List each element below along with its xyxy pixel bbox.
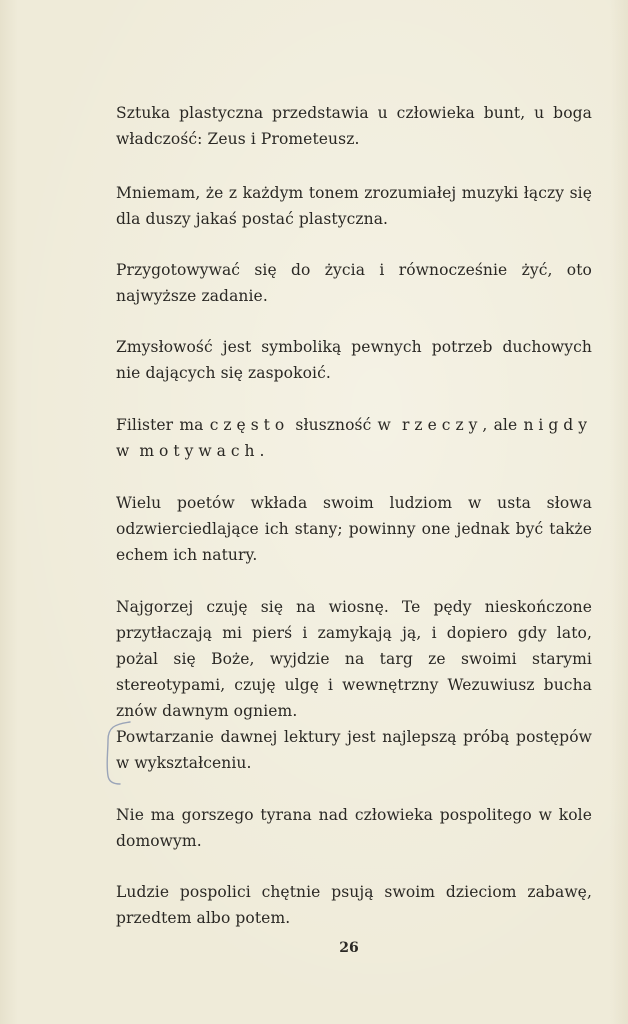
- page-number: 26: [339, 940, 359, 956]
- philistine-text-4: , ale: [482, 416, 524, 434]
- paragraph-sensuality: Zmysłowość jest symboliką pewnych potrzeb duchowych nie dających się zaspokoić.: [116, 338, 592, 382]
- paragraph-reading: Powtarzanie dawnej lektury jest najlepszą próbą postępów w wykształceniu.: [116, 728, 592, 772]
- paragraph-music: Mniemam, że z każdym tonem zrozumiałej muzyki łączy się dla duszy jakaś postać plastyczna.: [116, 184, 592, 228]
- paragraph-philistine: [116, 412, 592, 464]
- philistine-never: nigdy: [523, 416, 592, 434]
- paragraph-common-people: Ludzie pospolici chętnie psują swoim dzieciom zabawę, przedtem albo potem.: [116, 883, 592, 927]
- paragraph-sculpture: Sztuka plastyczna przedstawia u człowieka bunt, u boga władczość: Zeus i Prometeusz.: [116, 104, 592, 148]
- paragraph-life: Przygotowywać się do życia i równocześnie żyć, oto najwyższe zadanie.: [116, 261, 592, 305]
- philistine-in-2: w: [116, 442, 135, 460]
- paragraph-spring: Najgorzej czuję się na wiosnę. Te pędy nieskończone przytłaczają mi pierś i zamykają ją, i dopiero gdy lato, pożal się Boże, wyjdzie na targ ze swoimi starymi stereotypami, czuję ulgę i wewnętrzny Wezuwiusz bucha znów dawnym ogniem.: [116, 598, 592, 720]
- paragraph-tyrant: Nie ma gorszego tyrana nad człowieka pospolitego w kole domowym.: [116, 806, 592, 850]
- philistine-text-2: słuszność: [289, 416, 378, 434]
- philistine-text-1: Filister ma: [116, 416, 210, 434]
- philistine-in: w: [377, 416, 396, 434]
- philistine-motives: motywach: [139, 442, 260, 460]
- philistine-matter: rzeczy: [402, 416, 483, 434]
- philistine-text-7: .: [259, 442, 265, 460]
- philistine-often: często: [209, 416, 290, 434]
- paragraph-poets: Wielu poetów wkłada swoim ludziom w usta słowa odzwierciedlające ich stany; powinny one jednak być także echem ich natury.: [116, 494, 592, 564]
